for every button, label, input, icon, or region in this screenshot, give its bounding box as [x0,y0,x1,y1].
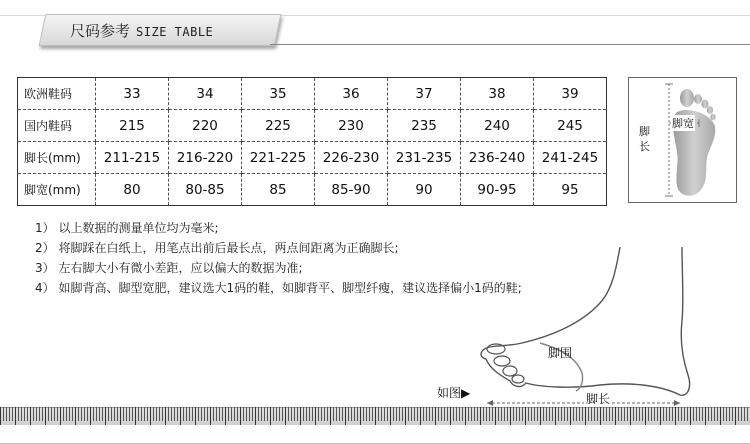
table-cell: 220 [169,110,242,142]
table-cell: 216-220 [169,142,242,174]
table-cell: 38 [461,78,534,110]
ruler-strip [0,407,750,443]
table-cell: 80 [96,174,169,206]
table-cell: 235 [388,110,461,142]
row-header: 国内鞋码 [18,110,96,142]
table-row [18,142,607,174]
table-cell: 80-85 [169,174,242,206]
table-cell: 231-235 [388,142,461,174]
table-cell: 36 [315,78,388,110]
note-item: 1） 以上数据的测量单位均为毫米; [35,221,219,235]
foot-length-label: 脚长 [639,125,650,153]
note-item: 4） 如脚背高、脚型宽肥，建议选大1码的鞋，如脚背平、脚型纤瘦，建议选择偏小1码的鞋; [35,281,522,295]
header-underline [270,44,750,45]
note-item: 3） 左右脚大小有微小差距，应以偏大的数据为准; [35,261,303,275]
table-cell: 215 [96,110,169,142]
table-cell: 90-95 [461,174,534,206]
as-shown-label: 如图▶ [437,386,471,400]
table-cell: 85-90 [315,174,388,206]
table-cell: 37 [388,78,461,110]
table-cell: 225 [242,110,315,142]
title-en: SIZE TABLE [136,25,214,39]
table-cell: 240 [461,110,534,142]
foot-sole-diagram [628,77,737,203]
table-cell: 33 [96,78,169,110]
table-row [18,110,607,142]
table-row [18,78,607,110]
row-header: 脚宽(mm) [18,174,96,206]
table-row [18,174,607,206]
table-cell: 245 [534,110,607,142]
row-header: 脚长(mm) [18,142,96,174]
note-item: 2） 将脚踩在白纸上，用笔点出前后最长点，两点间距离为正确脚长; [35,241,399,255]
table-cell: 230 [315,110,388,142]
table-cell: 226-230 [315,142,388,174]
table-cell: 34 [169,78,242,110]
table-cell: 39 [534,78,607,110]
table-cell: 95 [534,174,607,206]
table-cell: 35 [242,78,315,110]
table-cell: 211-215 [96,142,169,174]
title-cn: 尺码参考 [70,22,131,40]
row-header: 欧洲鞋码 [18,78,96,110]
table-cell: 90 [388,174,461,206]
table-cell: 85 [242,174,315,206]
size-table [17,77,607,206]
foot-width-label: 脚宽 [672,117,694,130]
table-cell: 241-245 [534,142,607,174]
girth-label: 脚围 [548,346,573,360]
length-label: 脚长 [586,392,611,406]
table-cell: 236-240 [461,142,534,174]
page-title [70,20,213,41]
table-cell: 221-225 [242,142,315,174]
